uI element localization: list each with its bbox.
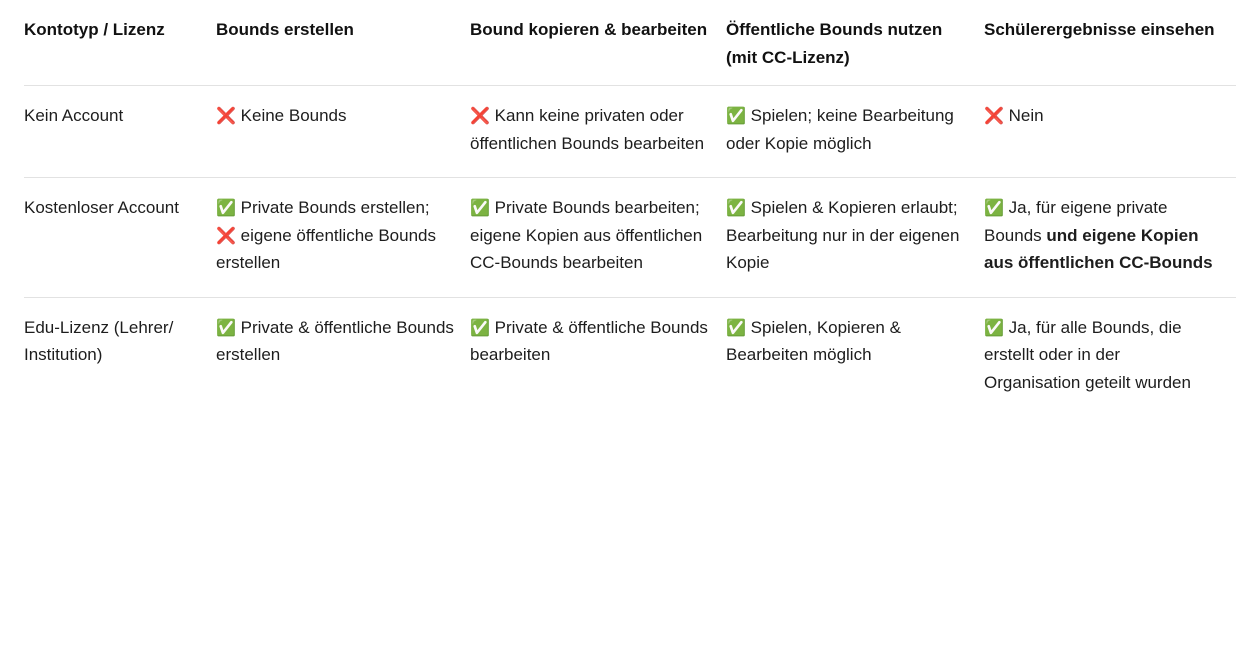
cell-text: Spielen; keine Bearbeitung oder Kopie möglich: [726, 106, 954, 153]
cell-text-continued: eigene öffentliche Bounds erstellen: [216, 225, 436, 273]
row-label-edu-license: Edu-Lizenz (Lehrer/ Institution): [24, 317, 174, 365]
cross-icon: ❌: [470, 106, 490, 126]
cell-no-account-copy-edit: [470, 86, 726, 178]
cell-free-account-copy-edit: [470, 178, 726, 298]
check-icon: ✅: [470, 317, 490, 337]
cross-icon: ❌: [216, 225, 236, 245]
check-icon: ✅: [984, 198, 1004, 218]
cell-free-account-results: [984, 178, 1236, 298]
cell-edu-license-results: [984, 297, 1236, 416]
table-body: [24, 86, 1236, 417]
row-label-free-account: Kostenloser Account: [24, 178, 216, 298]
column-header-public-cc-bounds: Öffentliche Bounds nutzen (mit CC-Lizenz): [726, 8, 984, 86]
column-header-student-results: Schülerergebnisse einsehen: [984, 8, 1236, 86]
cell-text: Ja, für alle Bounds, die erstellt oder in der Organisation geteilt wurden: [984, 317, 1191, 392]
cell-edu-license-create: [216, 297, 470, 416]
cell-text: Private Bounds bearbeiten; eigene Kopien aus öffentlichen CC-Bounds bearbeiten: [470, 198, 703, 273]
cell-no-account-public-cc: [726, 86, 984, 178]
row-label-no-account: Kein Account: [24, 86, 216, 178]
license-comparison-table: [24, 8, 1236, 416]
column-header-copy-edit-bound: Bound kopieren & bearbeiten: [470, 8, 726, 86]
table-row: [24, 297, 1236, 416]
cell-text: Spielen & Kopieren erlaubt; Bearbeitung nur in der eigenen Kopie: [726, 198, 960, 273]
cell-edu-license-public-cc: [726, 297, 984, 416]
cell-text: Spielen, Kopieren & Bearbeiten möglich: [726, 317, 901, 365]
cell-text: Private & öffentliche Bounds bearbeiten: [470, 317, 708, 365]
check-icon: ✅: [216, 198, 236, 218]
cell-text: Nein: [1008, 106, 1044, 126]
cell-free-account-public-cc: [726, 178, 984, 298]
cell-text: Kann keine privaten oder öffentlichen Bounds bearbeiten: [470, 106, 705, 153]
table-header: [24, 8, 1236, 86]
cell-no-account-results: [984, 86, 1236, 178]
column-header-account-type: Kontotyp / Lizenz: [24, 8, 216, 86]
cell-text: Keine Bounds: [240, 106, 347, 126]
check-icon: ✅: [470, 198, 490, 218]
cell-free-account-create: [216, 178, 470, 298]
check-icon: ✅: [726, 317, 746, 337]
cell-no-account-create: [216, 86, 470, 178]
cell-text: Private Bounds erstellen;: [240, 198, 430, 218]
check-icon: ✅: [216, 317, 236, 337]
cell-text-emphasis: und eigene Kopien aus öffentlichen CC-Bounds: [984, 225, 1213, 273]
table-header-row: [24, 8, 1236, 86]
table-row: [24, 178, 1236, 298]
cell-text: Private & öffentliche Bounds erstellen: [216, 317, 454, 365]
column-header-create-bounds: Bounds erstellen: [216, 8, 470, 86]
cell-text: Ja, für eigene private Bounds: [984, 198, 1168, 245]
cell-edu-license-copy-edit: [470, 297, 726, 416]
cross-icon: ❌: [216, 106, 236, 126]
table-row: [24, 86, 1236, 178]
check-icon: ✅: [984, 317, 1004, 337]
cross-icon: ❌: [984, 106, 1004, 126]
check-icon: ✅: [726, 198, 746, 218]
check-icon: ✅: [726, 106, 746, 126]
